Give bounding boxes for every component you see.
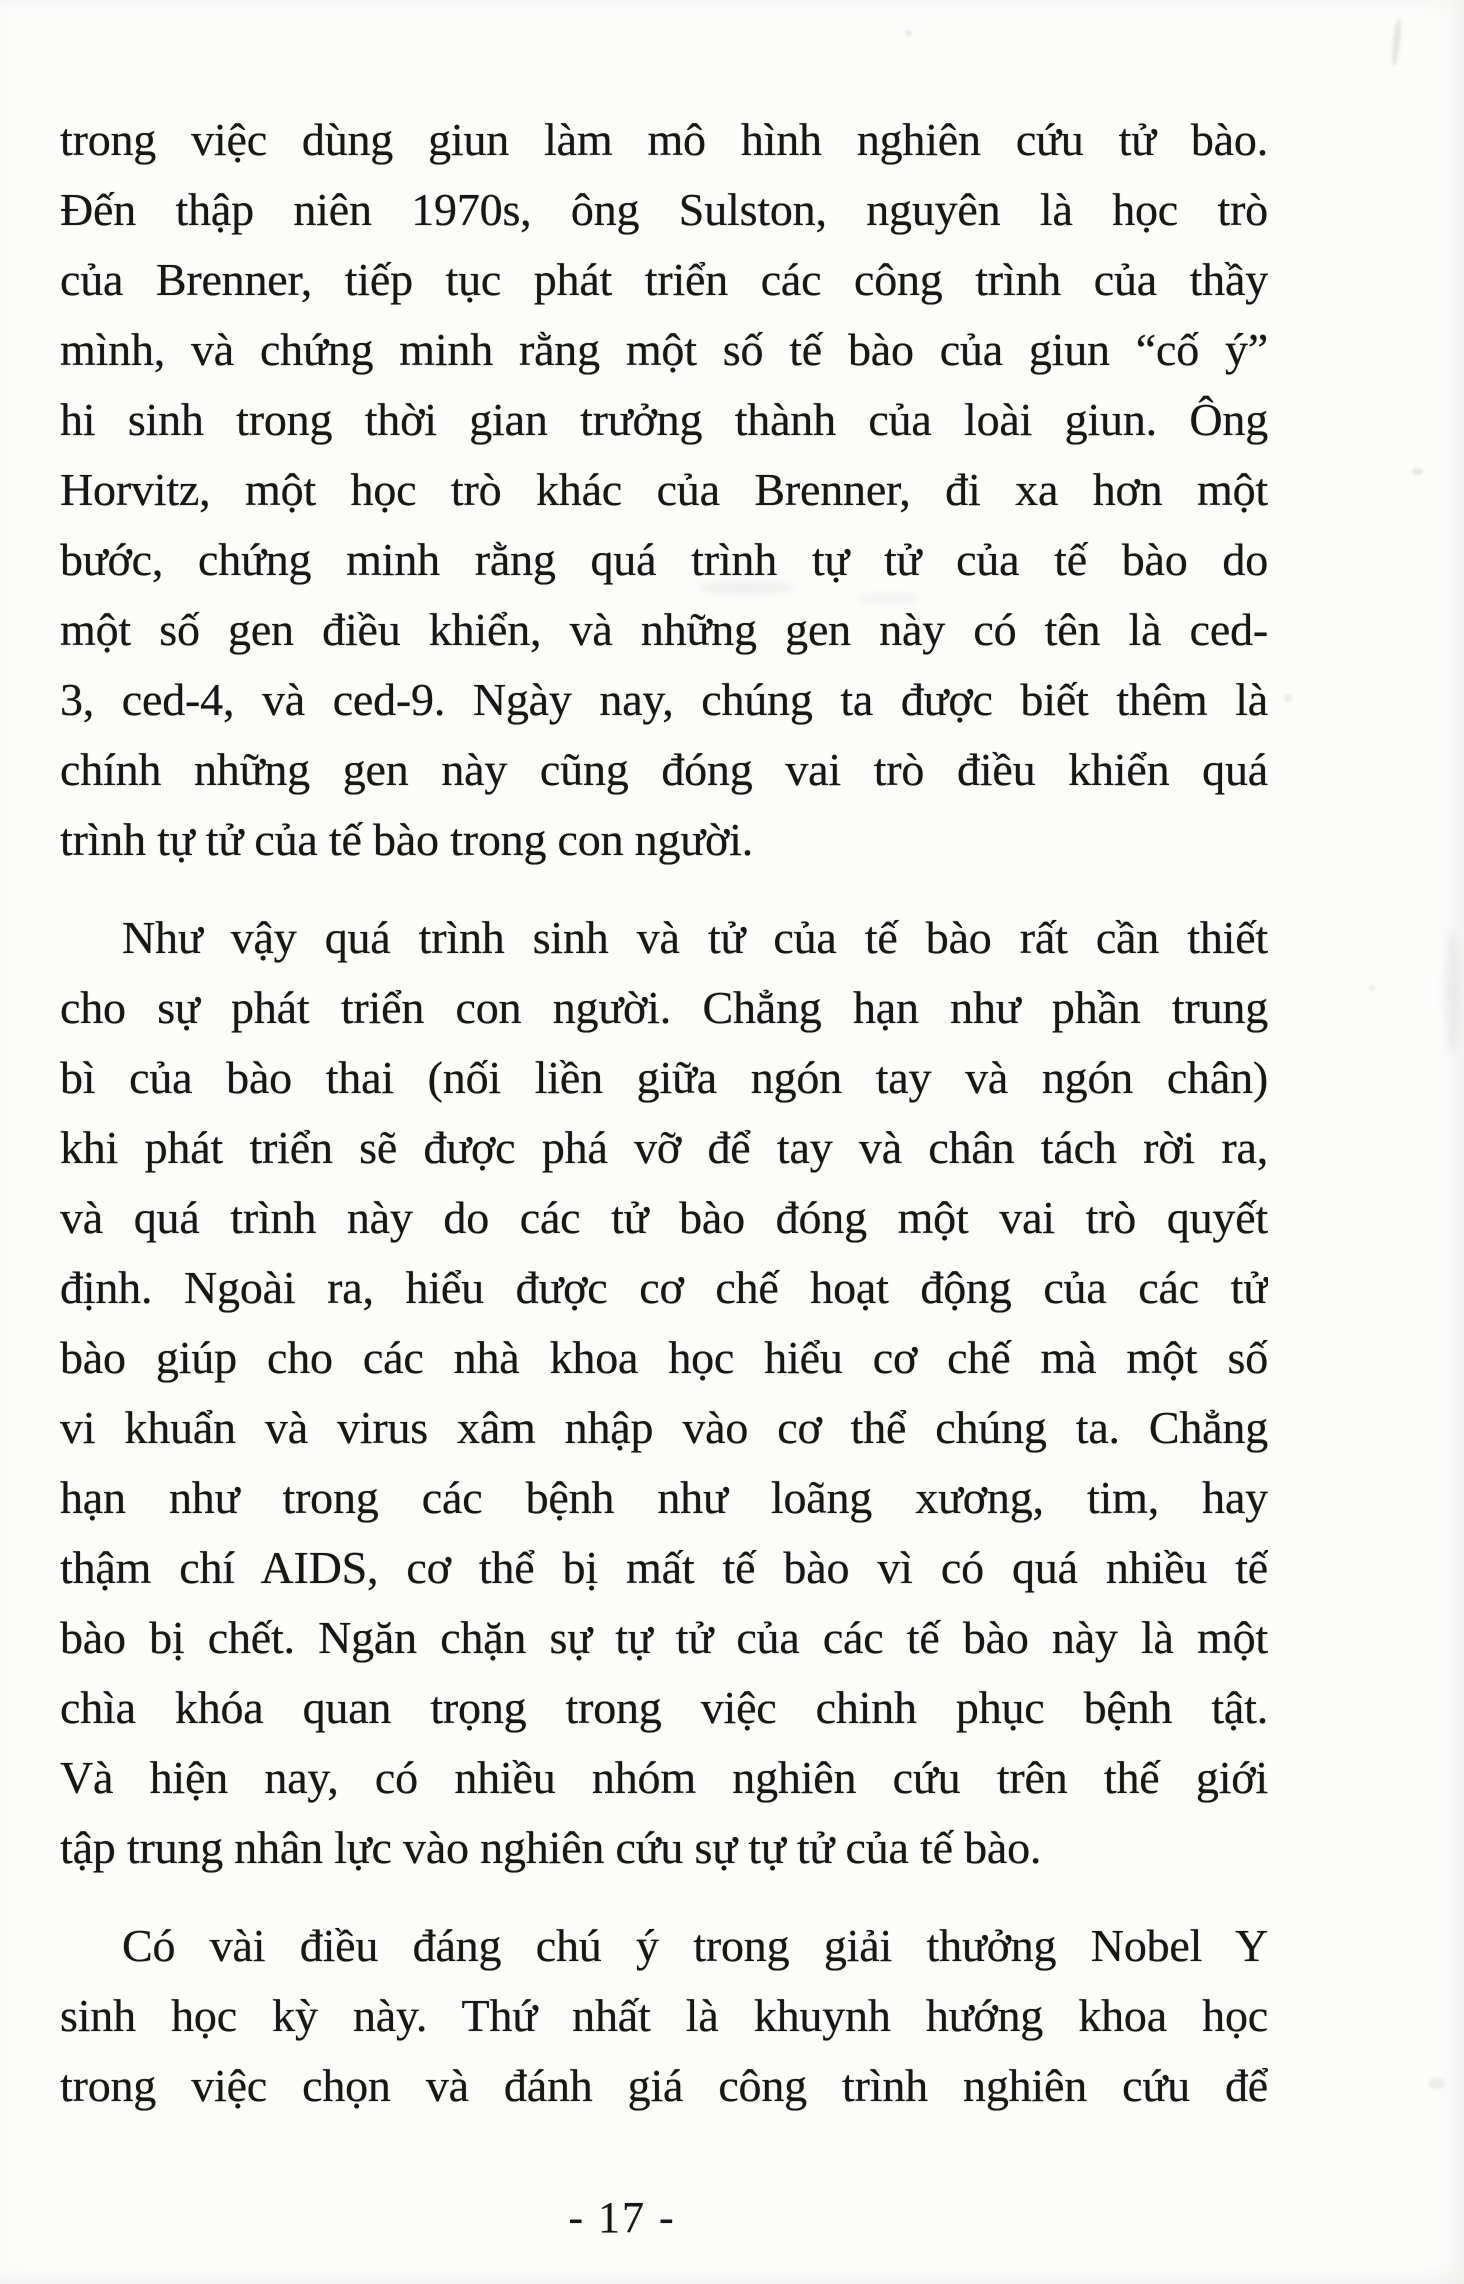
text-line: thậm chí AIDS, cơ thể bị mất tế bào vì có quá nhiều tế bbox=[60, 1542, 1268, 1593]
text-line: hạn như trong các bệnh như loãng xương, tim, hay bbox=[60, 1472, 1268, 1523]
page-number: - 17 - bbox=[568, 2193, 676, 2242]
paragraph bbox=[60, 105, 1268, 875]
scan-artifact bbox=[1446, 930, 1460, 1055]
text-line: bào bị chết. Ngăn chặn sự tự tử của các tế bào này là một bbox=[60, 1612, 1268, 1663]
text-line: Có vài điều đáng chú ý trong giải thưởng Nobel Y bbox=[122, 1920, 1268, 1971]
scan-artifact bbox=[1391, 18, 1403, 66]
text-line: Như vậy quá trình sinh và tử của tế bào rất cần thiết bbox=[122, 912, 1268, 963]
text-line: sinh học kỳ này. Thứ nhất là khuynh hướng khoa học bbox=[60, 1990, 1268, 2041]
text-line: một số gen điều khiển, và những gen này có tên là ced- bbox=[60, 604, 1268, 655]
text-line: cho sự phát triển con người. Chẳng hạn như phần trung bbox=[60, 982, 1268, 1033]
text-line: bước, chứng minh rằng quá trình tự tử của tế bào do bbox=[60, 534, 1268, 585]
text-line: trong việc dùng giun làm mô hình nghiên cứu tử bào. bbox=[60, 114, 1268, 165]
text-line: Và hiện nay, có nhiều nhóm nghiên cứu trên thế giới bbox=[60, 1752, 1268, 1803]
text-line: tập trung nhân lực vào nghiên cứu sự tự tử của tế bào. bbox=[60, 1822, 1042, 1873]
text-line: mình, và chứng minh rằng một số tế bào của giun “cố ý” bbox=[60, 324, 1268, 375]
text-line: Đến thập niên 1970s, ông Sulston, nguyên là học trò bbox=[60, 184, 1268, 235]
text-line: khi phát triển sẽ được phá vỡ để tay và chân tách rời ra, bbox=[60, 1122, 1268, 1173]
text-line: 3, ced-4, và ced-9. Ngày nay, chúng ta được biết thêm là bbox=[60, 674, 1268, 725]
scan-artifact bbox=[1368, 985, 1376, 991]
text-line: và quá trình này do các tử bào đóng một vai trò quyết bbox=[60, 1192, 1268, 1243]
scan-artifact bbox=[1412, 468, 1423, 475]
text-line: hi sinh trong thời gian trưởng thành của loài giun. Ông bbox=[60, 394, 1268, 445]
text-line: bào giúp cho các nhà khoa học hiểu cơ chế mà một số bbox=[60, 1332, 1268, 1383]
body-text bbox=[60, 105, 1268, 2121]
scan-artifact bbox=[858, 593, 920, 604]
text-line: chính những gen này cũng đóng vai trò điều khiển quá bbox=[60, 744, 1268, 795]
scan-artifact bbox=[905, 30, 912, 36]
text-line: định. Ngoài ra, hiểu được cơ chế hoạt động của các tử bbox=[60, 1262, 1268, 1313]
text-line: Horvitz, một học trò khác của Brenner, đi xa hơn một bbox=[60, 464, 1268, 515]
text-line: trong việc chọn và đánh giá công trình nghiên cứu để bbox=[60, 2060, 1268, 2111]
scan-artifact bbox=[1284, 694, 1293, 702]
text-line: vi khuẩn và virus xâm nhập vào cơ thể chúng ta. Chẳng bbox=[60, 1402, 1268, 1453]
text-line: chìa khóa quan trọng trong việc chinh phục bệnh tật. bbox=[60, 1682, 1268, 1733]
text-line: bì của bào thai (nối liền giữa ngón tay và ngón chân) bbox=[60, 1052, 1268, 1103]
scan-artifact bbox=[698, 580, 793, 595]
scan-artifact bbox=[1428, 2078, 1445, 2089]
text-line: trình tự tử của tế bào trong con người. bbox=[60, 814, 754, 865]
paragraph bbox=[60, 903, 1268, 1883]
paragraph bbox=[60, 1911, 1268, 2121]
text-line: của Brenner, tiếp tục phát triển các công trình của thầy bbox=[60, 254, 1268, 305]
